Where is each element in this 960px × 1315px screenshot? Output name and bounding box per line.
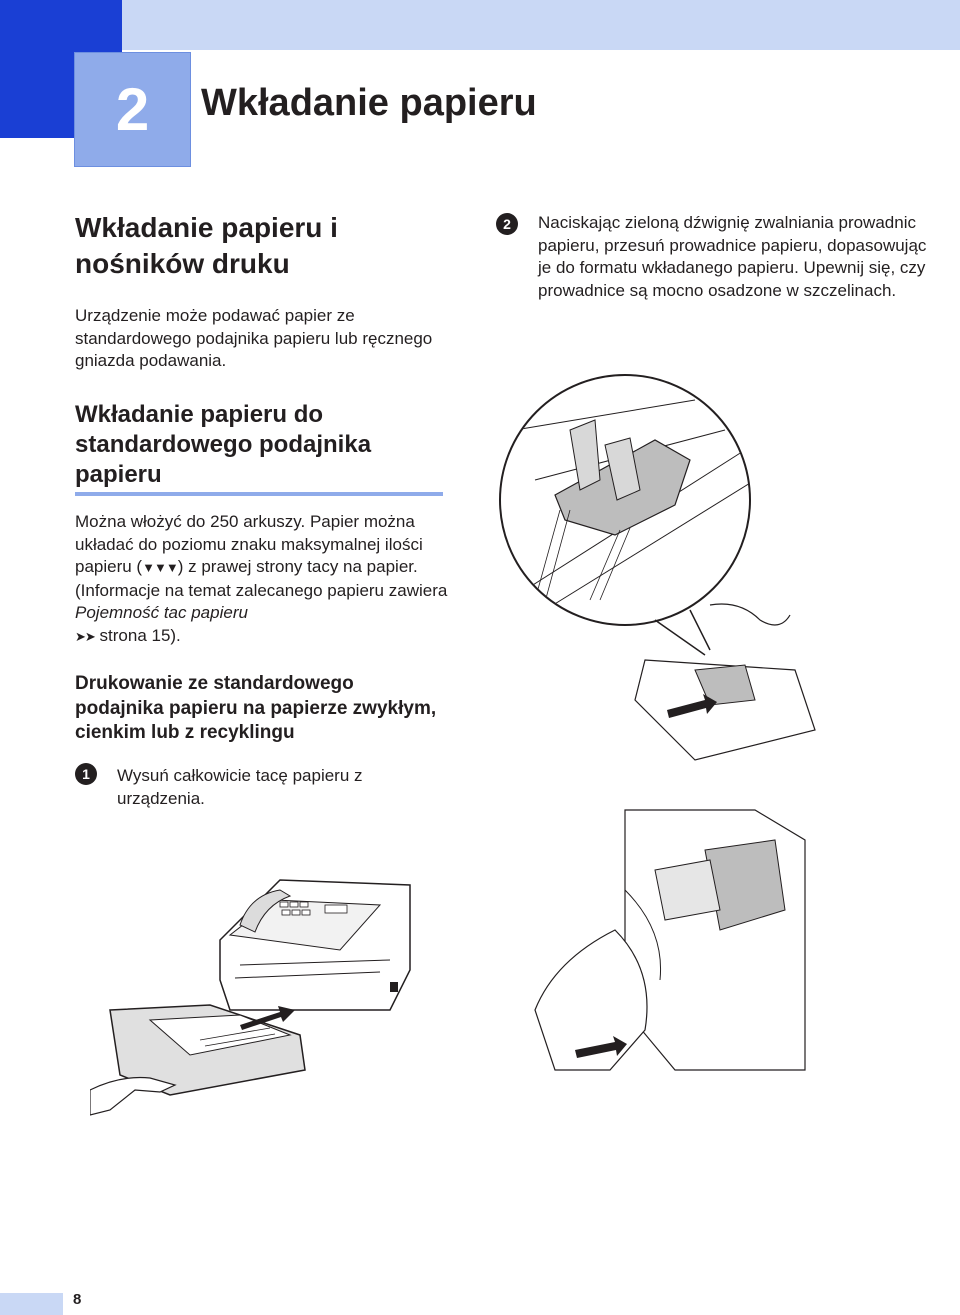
step-number-1: 1 [75, 763, 97, 785]
page-number: 8 [73, 1291, 82, 1308]
header-band [0, 0, 960, 50]
reference-page[interactable]: strona 15). [94, 625, 181, 645]
step-text-1: Wysuń całkowicie tacę papieru z urządzenia. [117, 766, 363, 808]
capacity-text-1: Można włożyć do 250 arkuszy. Papier można układać do poziomu znaku maksymalnej ilości papieru ( [75, 512, 423, 576]
section-title: Wkładanie papieru i nośników druku [75, 212, 338, 279]
subsection-title: Wkładanie papieru do standardowego podajnika papieru [75, 401, 372, 488]
reference-title[interactable]: Pojemność tac papieru [75, 603, 248, 622]
chapter-number-box [74, 52, 191, 167]
paper-guides-illustration [495, 370, 960, 1090]
subsection-rule [75, 492, 443, 496]
max-mark-icon: ▼▼▼ [142, 560, 178, 575]
chapter-number: 2 [115, 76, 150, 143]
capacity-paragraph [75, 511, 450, 648]
section-intro: Urządzenie może podawać papier ze standardowego podajnika papieru lub ręcznego gniazda podawania. [75, 306, 433, 370]
capacity-text-2: ) z prawej strony tacy na papier. (Informacje na temat zalecanego papieru zawiera [75, 557, 448, 600]
chapter-title: Wkładanie papieru [201, 82, 537, 124]
procedure-title: Drukowanie ze standardowego podajnika papieru na papierze zwykłym, cienkim lub z recyklingu [75, 673, 437, 743]
machine-tray-illustration [90, 860, 430, 1120]
step-text-2: Naciskając zieloną dźwignię zwalniania prowadnic papieru, przesuń prowadnice papieru, dopasowując je do formatu wkładanego papieru. Upewnij się, czy prowadnice są mocno osadzone w szczelinach. [538, 213, 927, 300]
reference-arrows-icon: ➤➤ [75, 628, 95, 644]
page-tab [0, 1293, 63, 1315]
step-number-2: 2 [496, 213, 518, 235]
